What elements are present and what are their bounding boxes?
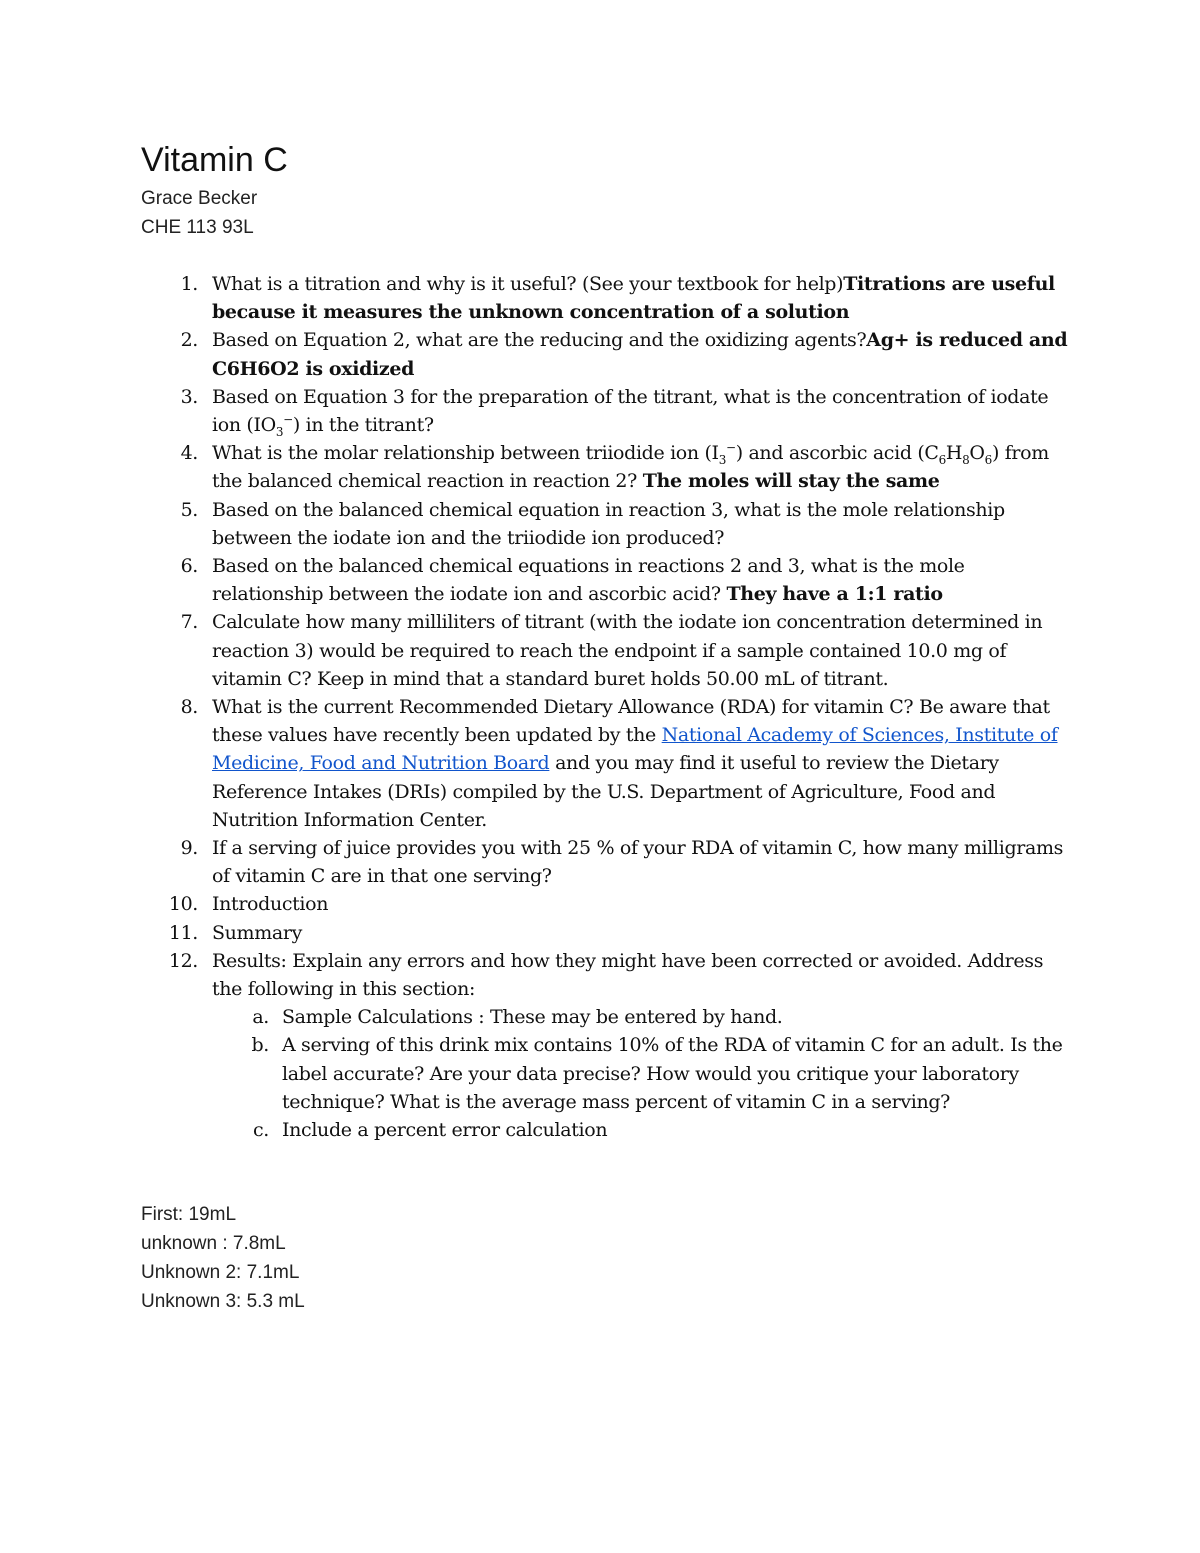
result-first: First: 19mL: [141, 1204, 237, 1225]
answer-text: Titrations are useful because it measures the unknown concentration of a solution: [212, 273, 1055, 324]
subitem-letter: b.: [251, 1034, 269, 1057]
subitem-text: Include a percent error calculation: [282, 1119, 608, 1142]
question-text: Based on the balanced chemical equation in reaction 3, what is the mole relationship between the iodate ion and the triiodide ion produced?: [212, 498, 1005, 549]
question-2: [141, 326, 1071, 382]
answer-text: Ag+ is reduced and C6H6O2 is oxidized: [212, 329, 1068, 380]
question-text-cont: ) in the titrant?: [292, 414, 434, 437]
question-9: [141, 834, 1071, 890]
question-text: Calculate how many milliliters of titrant (with the iodate ion concentration determined in reaction 3) would be required to reach the endpoint if a sample contained 10.0 mg of vitamin C? Keep in mind that a standard buret holds 50.00 mL of titrant.: [212, 611, 1043, 690]
question-11: [141, 919, 1071, 947]
subitem-b: [141, 1031, 1071, 1116]
answer-text: The moles will stay the same: [642, 470, 940, 493]
question-text: What is a titration and why is it useful? (See your textbook for help): [212, 273, 844, 295]
question-number: 4.: [180, 442, 198, 465]
question-text: Summary: [212, 921, 302, 944]
question-1: [141, 270, 1071, 326]
subitem-a: [141, 1003, 1071, 1031]
question-5: [141, 496, 1071, 552]
question-number: 12.: [168, 949, 198, 972]
question-number: 10.: [168, 893, 198, 916]
question-10: [141, 890, 1071, 918]
question-text-cont: ) and ascorbic acid (C: [735, 442, 939, 465]
subscript: 6: [938, 453, 946, 468]
subscript: 3: [718, 453, 726, 468]
answer-text: They have a 1:1 ratio: [726, 583, 943, 606]
formula-o: O: [969, 442, 985, 465]
question-text: Based on Equation 3 for the preparation of the titrant, what is the concentration of iodate ion (IO: [212, 385, 1049, 437]
subscript: 3: [275, 424, 284, 439]
question-4: [141, 439, 1071, 495]
superscript: −: [283, 412, 293, 427]
question-number: 6.: [180, 555, 198, 578]
formula-h: H: [945, 442, 963, 465]
question-6: [141, 552, 1071, 608]
question-text: What is the current Recommended Dietary Allowance (RDA) for vitamin C? Be aware that these values have recently been updated by the: [212, 696, 1050, 747]
question-text: If a serving of juice provides you with 25 % of your RDA of vitamin C, how many milligrams of vitamin C are in that one serving?: [212, 837, 1064, 888]
question-list: [141, 270, 1071, 1144]
result-unknown-2: Unknown 2: 7.1mL: [141, 1262, 300, 1283]
result-unknown-3: Unknown 3: 5.3 mL: [141, 1291, 305, 1312]
question-text-cont: ) from the balanced chemical reaction in reaction 2?: [212, 442, 1049, 493]
question-text: Results: Explain any errors and how they might have been corrected or avoided. Address the following in this section:: [212, 949, 1044, 1001]
question-3: [141, 383, 1071, 439]
superscript: −: [725, 440, 736, 455]
question-12: [141, 947, 1071, 1003]
subitem-letter: c.: [253, 1119, 269, 1142]
subitem-c: [141, 1116, 1071, 1144]
question-7: [141, 608, 1071, 693]
subitem-text: A serving of this drink mix contains 10% of the RDA of vitamin C for an adult. Is the label accurate? Are your data precise? How would you critique your laboratory technique? What is the average mass percent of vitamin C in a serving?: [282, 1034, 1063, 1113]
question-text: What is the molar relationship between triiodide ion (I: [212, 442, 719, 465]
result-unknown-1: unknown : 7.8mL: [141, 1233, 286, 1254]
question-number: 7.: [180, 611, 198, 634]
question-text: Based on Equation 2, what are the reducing and the oxidizing agents?: [212, 329, 867, 352]
question-number: 5.: [180, 498, 198, 521]
question-text: Based on the balanced chemical equations in reactions 2 and 3, what is the mole relationship between the iodate ion and ascorbic acid?: [212, 555, 965, 606]
subscript: 8: [962, 453, 970, 468]
question-number: 9.: [180, 837, 198, 860]
question-number: 1.: [180, 273, 198, 295]
question-text-cont: and you may find it useful to review the Dietary Reference Intakes (DRIs) compiled by the U.S. Department of Agriculture, Food and Nutrition Information Center.: [212, 752, 999, 831]
subitem-text: Sample Calculations : These may be entered by hand.: [282, 1006, 783, 1029]
question-8: [141, 693, 1071, 834]
author-name: Grace Becker: [141, 188, 258, 209]
course-code: CHE 113 93L: [141, 217, 254, 238]
question-number: 2.: [180, 329, 198, 352]
question-number: 3.: [180, 385, 198, 408]
document-title: Vitamin C: [141, 141, 288, 179]
question-text: Introduction: [212, 893, 329, 916]
nas-link[interactable]: National Academy of Sciences, Institute of Medicine, Food and Nutrition Board: [212, 724, 1058, 775]
subscript: 6: [984, 453, 992, 468]
question-number: 8.: [180, 696, 198, 719]
question-number: 11.: [168, 921, 198, 944]
subitem-letter: a.: [252, 1006, 269, 1029]
results-data: [141, 1200, 305, 1316]
